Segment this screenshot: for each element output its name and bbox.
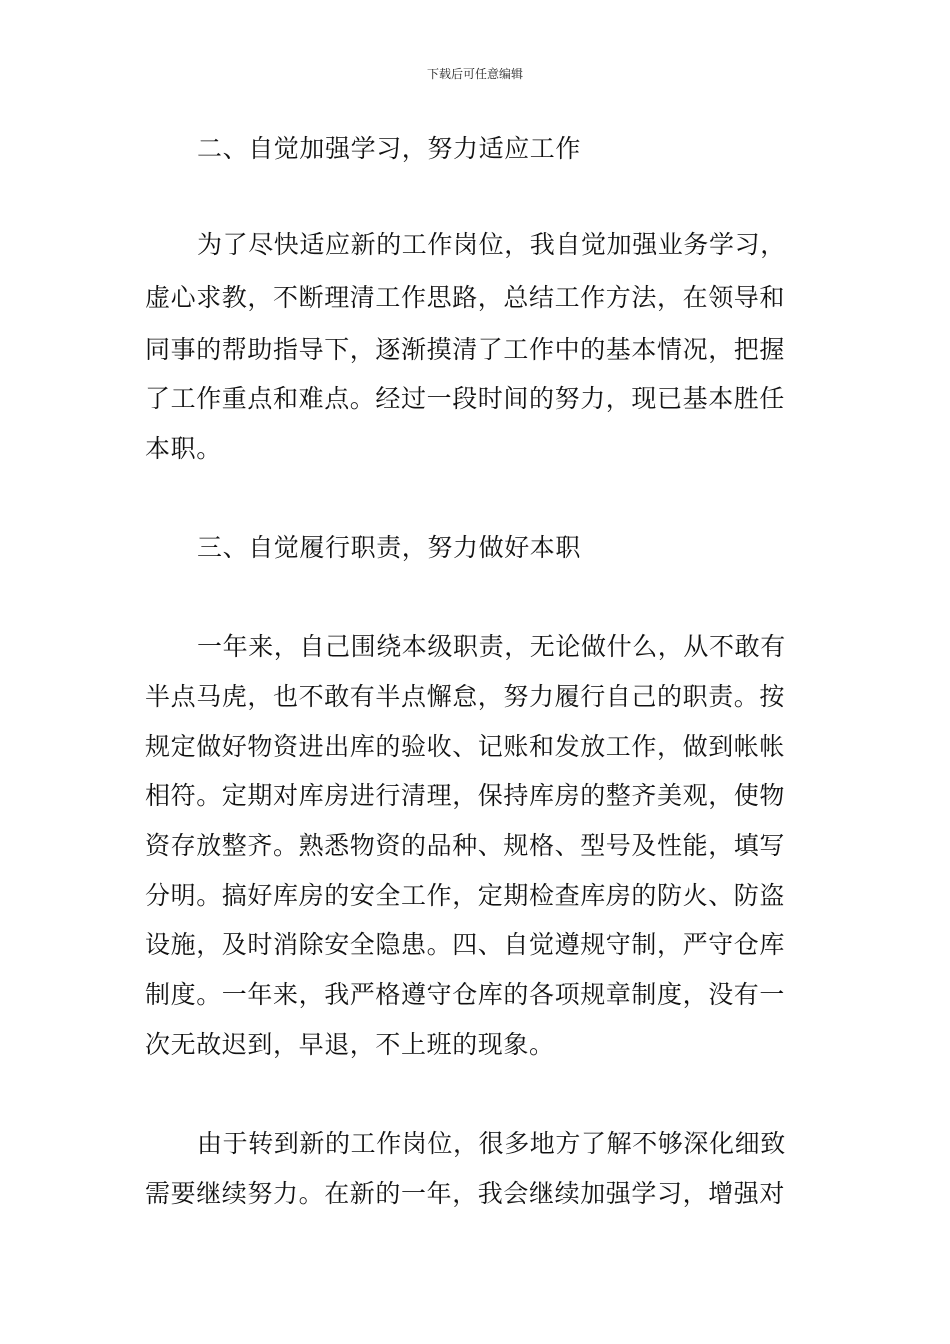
paragraph-line: 需要继续努力。在新的一年，我会继续加强学习，增强对 (145, 1179, 786, 1208)
paragraph-line: 半点马虎，也不敢有半点懈怠，努力履行自己的职责。按 (145, 682, 786, 711)
paragraph-line: 相符。定期对库房进行清理，保持库房的整齐美观，使物 (145, 781, 786, 810)
paragraph-line: 资存放整齐。熟悉物资的品种、规格、型号及性能，填写 (145, 831, 786, 860)
paragraph-line: 设施，及时消除安全隐患。四、自觉遵规守制，严守仓库 (145, 930, 786, 959)
paragraph-line: 为了尽快适应新的工作岗位，我自觉加强业务学习， (197, 230, 786, 259)
paragraph-line: 制度。一年来，我严格遵守仓库的各项规章制度，没有一 (145, 980, 786, 1009)
paragraph-line: 由于转到新的工作岗位，很多地方了解不够深化细致 (197, 1129, 786, 1158)
paragraph-line: 同事的帮助指导下，逐渐摸清了工作中的基本情况，把握 (145, 335, 786, 364)
paragraph-line: 本职。 (145, 434, 222, 463)
header-note: 下载后可任意编辑 (426, 67, 523, 81)
section-heading-2: 二、自觉加强学习，努力适应工作 (197, 134, 582, 163)
paragraph-line: 分明。搞好库房的安全工作，定期检查库房的防火、防盗 (145, 881, 786, 910)
paragraph-line: 规定做好物资进出库的验收、记账和发放工作，做到帐帐 (145, 732, 786, 761)
section-heading-3: 三、自觉履行职责，努力做好本职 (197, 533, 582, 562)
paragraph-line: 了工作重点和难点。经过一段时间的努力，现已基本胜任 (145, 384, 786, 413)
paragraph-line: 次无故迟到，早退，不上班的现象。 (145, 1030, 555, 1059)
paragraph-line: 一年来，自己围绕本级职责，无论做什么，从不敢有 (197, 632, 786, 661)
paragraph-line: 虚心求教，不断理清工作思路，总结工作方法，在领导和 (145, 283, 786, 312)
